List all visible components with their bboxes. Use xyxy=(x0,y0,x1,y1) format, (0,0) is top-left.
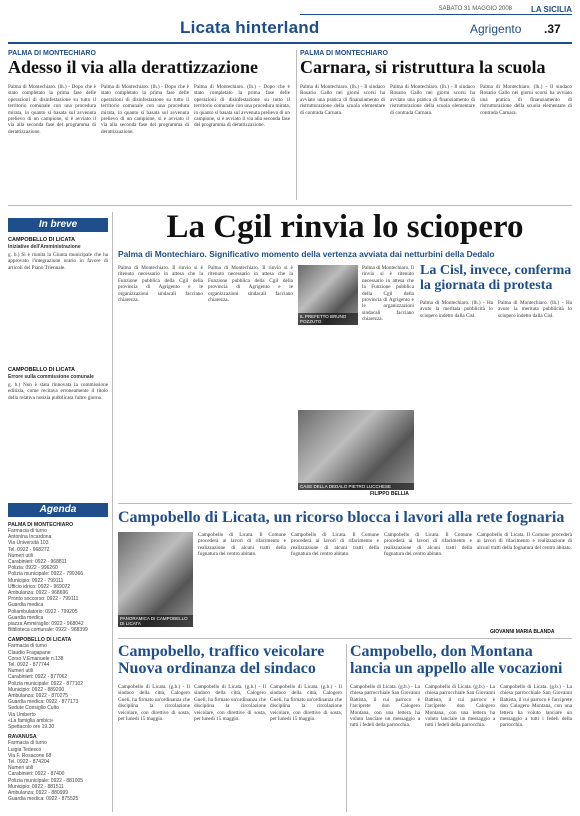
masthead-bar xyxy=(8,42,572,44)
agenda-list xyxy=(8,522,110,812)
agenda-line: piazza Ammiraglio: 0922 - 968042 xyxy=(8,621,84,628)
in-breve-label: In breve xyxy=(8,218,108,232)
agenda-line: Ambulanza: 0922 - 880999 xyxy=(8,789,69,796)
article2-kicker: PALMA DI MONTECHIARO xyxy=(300,50,388,57)
agenda-line: Polizia municipale: 0922 - 799366 xyxy=(8,571,84,578)
masthead-paper: LA SICILIA xyxy=(530,5,572,14)
article4-text-col1: Campobello di Licata. (g.b.) - Il sindaco della città, Calogero Gueli, ha firmato un'ordinanza che disciplina la circolazione veicolare, con direttive di sosta, per lunedì 15 maggio. xyxy=(118,684,190,723)
agenda-line: Luigia Tedesco xyxy=(8,746,42,753)
section-divider xyxy=(118,503,572,504)
column-divider xyxy=(296,50,297,200)
article3-text-col3: Campobello di Licata. Il Comune procederà ai lavori di rifacimento e realizzazione di alcuni tratti della fognatura del centro abitato. xyxy=(384,532,472,558)
dedalo-photo xyxy=(298,410,414,490)
article4-text-col3: Campobello di Licata. (g.b.) - Il sindaco della città, Calogero Gueli, ha firmato un'ordinanza che disciplina la circolazione veicolare, con direttive di sosta, per lunedì 15 maggio. xyxy=(270,684,342,723)
agenda-line: Municipio: 0922 - 881511 xyxy=(8,783,64,790)
inbreve-item2-city: CAMPOBELLO DI LICATA xyxy=(8,367,76,373)
agenda-label: Agenda xyxy=(8,503,108,517)
side-text-col1: Palma di Montechiaro. (lh.) - Ha avuto la meritata pubblicità lo sciopero indetto dalla Cisl. xyxy=(420,300,493,319)
agenda-line: Numeri utili xyxy=(8,668,34,675)
article4-text-col2: Campobello di Licata. (g.b.) - Il sindaco della città, Calogero Gueli, ha firmato un'ordinanza che disciplina la circolazione veicolare, con direttive di sosta, per lunedì 15 maggio. xyxy=(194,684,266,723)
agenda-line: Farmacia di turno xyxy=(8,528,47,534)
agenda-line: Polizia municipale: 0922 - 881005 xyxy=(8,777,84,784)
article4-headline: Campobello, traffico veicolare Nuova ordinanza del sindaco xyxy=(118,643,325,677)
agenda-line: Pronto soccorso: 0922 - 799111 xyxy=(8,596,79,603)
agenda-line: Claudio Fragapane xyxy=(8,649,51,656)
article2-text-col2: Palma di Montechiaro. (lh.) - Il sindaco Rosario Gallo nei giorni scorsi ha avviato una pratica di finanziamento di ristrutturazione della scuola elementare di contrada Carnara. xyxy=(390,84,475,116)
main-signature: FILIPPO BELLIA xyxy=(370,491,409,497)
agenda-line: Ufficio idrico: 0922 - 969072 xyxy=(8,583,71,590)
article3-text-col1: Campobello di Licata. Il Comune procederà ai lavori di rifacimento e realizzazione di alcuni tratti della fognatura del centro abitato. xyxy=(198,532,286,558)
main-text-col1: Palma di Montechiaro. Il rinvio si è ritenuto necessario in attesa che la Funzione pubblica della Cgil della provincia di Agrigento e le organizzazioni sindacali facciano chiarezza. xyxy=(118,265,203,304)
campobello-photo xyxy=(118,532,193,627)
dedalo-photo-caption: CASE DELLA DEDALO PIETRO LUCCHESE xyxy=(298,483,414,490)
agenda-section-ravanusa xyxy=(8,734,110,802)
agenda-line: Carabinieri: 0922 - 87400 xyxy=(8,771,65,778)
agenda-line: «La famiglia ambici» xyxy=(8,717,54,724)
agenda-line: Poliambulatorio: 0922 - 799205 xyxy=(8,608,78,615)
column-divider xyxy=(346,644,347,812)
agenda-line: Guardia medica xyxy=(8,602,44,609)
side-text-col2: Palma di Montechiaro. (lh.) - Ha avuto la meritata pubblicità lo sciopero indetto dalla Cisl. xyxy=(498,300,572,319)
campobello-photo-caption: PANORAMICA DI CAMPOBELLO DI LICATA xyxy=(118,615,193,627)
agenda-line: Farmacia di turno xyxy=(8,643,47,650)
agenda-line: Municipio: 0922 - 799111 xyxy=(8,577,64,584)
left-column-divider xyxy=(112,212,113,812)
article3-signature: GIOVANNI MARIA BLANDA xyxy=(490,629,555,635)
agenda-line: Corso V.Emanuele n.138 xyxy=(8,655,64,662)
article3-text-col4: Campobello di Licata. Il Comune procederà ai lavori di rifacimento e realizzazione di alcuni tratti della fognatura del centro abitato. xyxy=(477,532,572,551)
agenda-line: Tel. 0922 - 877744 xyxy=(8,662,50,669)
article3-text-col2: Campobello di Licata. Il Comune procederà ai lavori di rifacimento e realizzazione di alcuni tratti della fognatura del centro abitato. xyxy=(291,532,379,558)
article1-kicker: PALMA DI MONTECHIARO xyxy=(8,50,96,57)
agenda-line: Carabinieri: 0922 - 968811 xyxy=(8,559,67,566)
agenda-line: Antonina Incardona xyxy=(8,534,52,541)
prefetto-photo xyxy=(298,265,358,325)
inbreve-item2-title: Errore sulla commissione comunale xyxy=(8,374,94,380)
agenda-section-palma xyxy=(8,522,110,633)
agenda-line: Carabinieri: 0922 - 877062 xyxy=(8,674,68,681)
section-title: Licata hinterland xyxy=(180,18,320,37)
inbreve-item1-city: CAMPOBELLO DI LICATA xyxy=(8,237,76,243)
agenda-line: Guardia medica xyxy=(8,614,44,621)
article5-headline: Campobello, don Montana lancia un appello alle vocazioni xyxy=(350,643,563,677)
agenda-line: Spettacolo ore 19.30 xyxy=(8,724,55,731)
side-headline: La Cisl, invece, conferma la giornata di protesta xyxy=(420,263,572,293)
agenda-city: RAVANUSA xyxy=(8,734,37,741)
masthead-rule xyxy=(300,14,572,15)
agenda-line: Guardia medica: 0922 - 877173 xyxy=(8,699,79,706)
agenda-line: Tel. 0922 - 874204 xyxy=(8,758,50,765)
agenda-line: Via F. Rosacone 68 xyxy=(8,752,52,759)
article3-headline: Campobello di Licata, un ricorso blocca i lavori alla rete fognaria xyxy=(118,510,565,526)
inbreve-item1-title: Iniziative dell'Amministrazione xyxy=(8,244,81,250)
page-number: .37 xyxy=(544,22,561,36)
agenda-line: Numeri utili xyxy=(8,552,34,559)
main-subhead: Palma di Montechiaro. Significativo momento della vertenza avviata dai netturbini della Dedalo xyxy=(118,249,495,259)
agenda-line: Sedute Consiglio Culto xyxy=(8,705,59,712)
main-text-col2: Palma di Montechiaro. Il rinvio si è ritenuto necessario in attesa che la Funzione pubblica della Cgil della provincia di Agrigento e le organizzazioni sindacali facciano chiarezza. xyxy=(208,265,293,304)
agenda-line: Tel. 0922 - 968272 xyxy=(8,546,50,553)
article2-headline: Carnara, si ristruttura la scuola xyxy=(300,57,546,77)
agenda-section-campobello xyxy=(8,637,110,730)
agenda-city: CAMPOBELLO DI LICATA xyxy=(8,637,72,644)
section-divider xyxy=(118,638,572,639)
masthead xyxy=(0,0,580,42)
article1-headline: Adesso il via alla derattizzazione xyxy=(8,57,258,77)
article5-text-col2: Campobello di Licata. (g.b.) - La chiesa parrocchiale San Giovanni Battista, il cui parroco è l'arciprete don Calogero Montana, con una lettera ha voluto lanciare un messaggio a tutti i fedeli della parrocchia. xyxy=(425,684,495,729)
agenda-line: Guardia medica: 0922 - 875525 xyxy=(8,796,79,803)
agenda-line: Biblioteca comunale: 0922 - 968399 xyxy=(8,627,88,634)
inbreve-item1-text: g. b.) Si è riunita la Giunta municipale che ha approvato l'integrazione orario in favore di articoli del Piano Triennale. xyxy=(8,252,108,271)
article5-text-col3: Campobello di Licata. (g.b.) - La chiesa parrocchiale San Giovanni Battista, il cui parroco è l'arciprete don Calogero Montana, con una lettera ha voluto lanciare un messaggio a tutti i fedeli della parrocchia. xyxy=(500,684,572,729)
agenda-line: Farmacia di turno xyxy=(8,740,47,747)
agenda-line: Polizia municipale: 0922 - 877102 xyxy=(8,680,84,687)
article2-text-col1: Palma di Montechiaro. (lh.) - Il sindaco Rosario Gallo nei giorni scorsi ha avviato una pratica di finanziamento di ristrutturazione della scuola elementare di contrada Carnara. xyxy=(300,84,385,116)
agenda-line: Ambulanza: 0922 - 870275 xyxy=(8,693,69,700)
agenda-line: Numeri utili xyxy=(8,765,34,772)
agenda-line: Via Università 103 xyxy=(8,540,49,547)
article5-text-col1: Campobello di Licata. (g.b.) - La chiesa parrocchiale San Giovanni Battista, il cui parroco è l'arciprete don Calogero Montana, con una lettera ha voluto lanciare un messaggio a tutti i fedeli della parrocchia. xyxy=(350,684,420,729)
main-headline: La Cgil rinvia lo sciopero xyxy=(166,209,524,245)
agenda-line: Via Umberto xyxy=(8,711,36,718)
prefetto-photo-caption: IL PREFETTO BRUNO POZZUTO xyxy=(298,313,358,325)
main-text-col3: Palma di Montechiaro. Il rinvio si è ritenuto necessario in attesa che la Funzione pubblica della Cgil della provincia di Agrigento e le organizzazioni sindacali facciano chiarezza. xyxy=(362,265,414,323)
section-city: Agrigento xyxy=(470,22,522,36)
masthead-date: SABATO 31 MAGGIO 2008 xyxy=(438,6,512,12)
agenda-city: PALMA DI MONTECHIARO xyxy=(8,522,74,528)
article1-text-col2: Palma di Montechiaro. (lh.) - Dopo che è stato completato la prima fase delle operazioni di disinfestazione su tutto il territorio comunale con una procedura mirata, in quanto si basata sul avvenuta prelievo di un campione, si è avviato il via alla seconda fase del programma di derattizzazione. xyxy=(101,84,189,135)
inbreve-item2-text: g. b.) Non è stata rinnovata la commissione edilizia, come recitava erroneamente il titolo della relativa notizia pubblicata l'altro giorno. xyxy=(8,382,108,401)
agenda-line: Polizia: 0922 - 996260 xyxy=(8,565,58,572)
section-divider xyxy=(8,205,572,206)
article1-text-col3: Palma di Montechiaro. (lh.) - Dopo che è stato completato la prima fase delle operazioni di disinfestazione su tutto il territorio comunale con una procedura mirata, in quanto si basata sul avvenuta prelievo di un campione, si è avviato il via alla seconda fase del programma di derattizzazione. xyxy=(194,84,290,129)
article1-text-col1: Palma di Montechiaro. (lh.) - Dopo che è stato completato la prima fase delle operazioni di disinfestazione su tutto il territorio comunale con una procedura mirata, in quanto si basata sul avvenuta prelievo di un campione, si è avviato il via alla seconda fase del programma di derattizzazione. xyxy=(8,84,96,135)
article2-text-col3: Palma di Montechiaro. (lh.) - Il sindaco Rosario Gallo nei giorni scorsi ha avviato una pratica di finanziamento di ristrutturazione della scuola elementare di contrada Carnara. xyxy=(480,84,572,116)
agenda-line: Municipio: 0922 - 889200 xyxy=(8,686,65,693)
agenda-line: Ambulanza: 0922 - 968696 xyxy=(8,590,69,597)
